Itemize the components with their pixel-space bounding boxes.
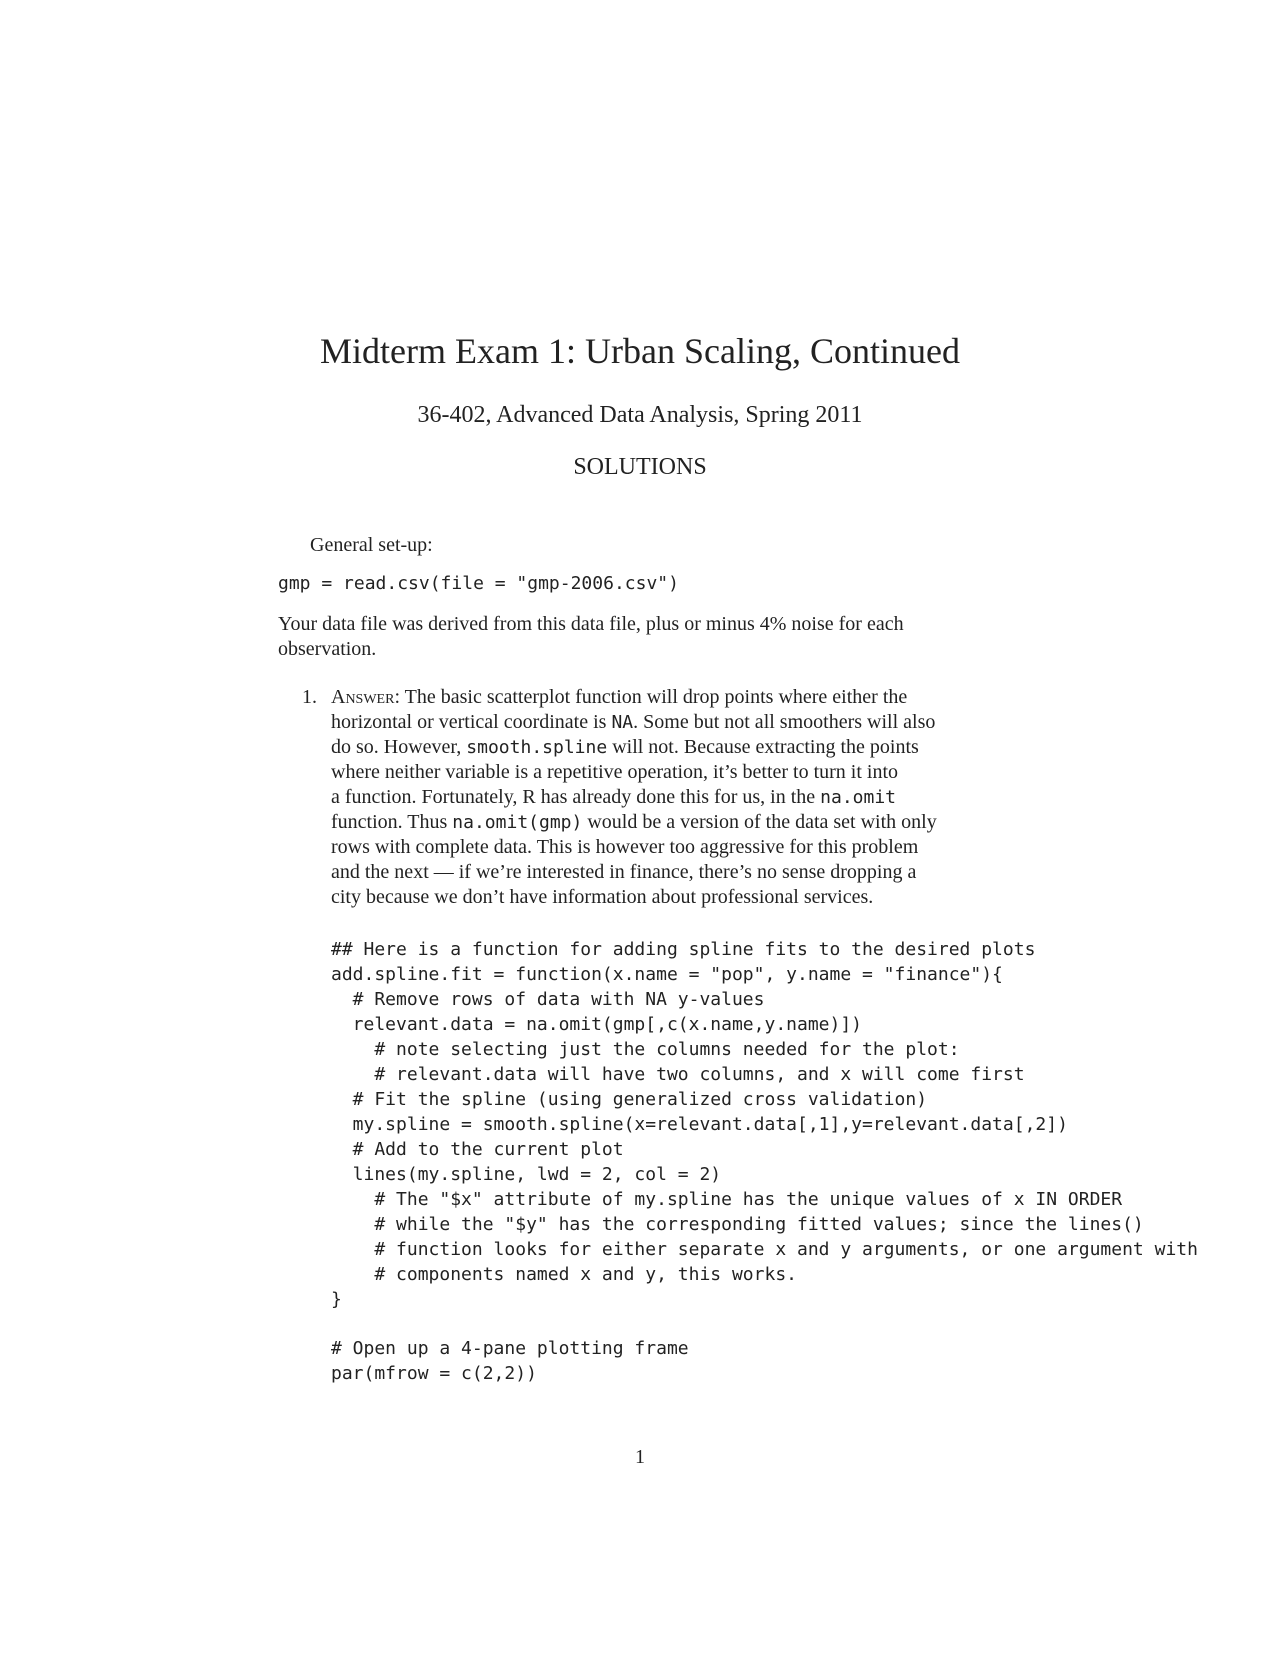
- answer-line: [331, 810, 1000, 835]
- code-line: # Add to the current plot: [331, 1139, 624, 1160]
- data-noise-paragraph: [278, 612, 1000, 662]
- answer-line: [331, 735, 1000, 760]
- answer-line-text: The basic scatterplot function will drop points where either the: [404, 686, 908, 708]
- code-line: # Fit the spline (using generalized cross validation): [331, 1089, 928, 1110]
- code-line: relevant.data = na.omit(gmp[,c(x.name,y.name)]): [331, 1014, 863, 1035]
- document-title: Midterm Exam 1: Urban Scaling, Continued: [320, 331, 960, 371]
- answer-line: [331, 885, 1000, 910]
- answer-line: [331, 685, 1000, 710]
- answer-line: [331, 835, 1000, 860]
- inline-code: na.omit(gmp): [452, 812, 583, 833]
- page-number: 1: [635, 1446, 645, 1468]
- code-line: # function looks for either separate x and y arguments, or one argument with: [331, 1239, 1198, 1260]
- noise-line-2: observation.: [278, 638, 377, 660]
- code-line: # The "$x" attribute of my.spline has the unique values of x IN ORDER: [331, 1189, 1123, 1210]
- answer-line-text: rows with complete data. This is however too aggressive for this problem: [331, 836, 919, 858]
- question-number: 1.: [302, 686, 317, 708]
- answer-line-text: would be a version of the data set with only: [582, 811, 937, 833]
- answer-line-text: a function. Fortunately, R has already done this for us, in the: [331, 786, 821, 808]
- inline-code: na.omit: [820, 787, 897, 808]
- course-subtitle: 36-402, Advanced Data Analysis, Spring 2011: [417, 402, 863, 428]
- code-line: par(mfrow = c(2,2)): [331, 1363, 537, 1384]
- answer-line: [331, 860, 1000, 885]
- answer-label: Answer:: [331, 686, 400, 708]
- code-line: # Remove rows of data with NA y-values: [331, 989, 765, 1010]
- spline-function-code: [331, 937, 1198, 1312]
- code-line: add.spline.fit = function(x.name = "pop", y.name = "finance"){: [331, 964, 1003, 985]
- setup-label: General set-up:: [310, 534, 433, 556]
- setup-code: gmp = read.csv(file = "gmp-2006.csv"): [278, 573, 679, 594]
- answer-line-text: function. Thus: [331, 811, 453, 833]
- answer-line-text: where neither variable is a repetitive operation, it’s better to turn it into: [331, 761, 899, 783]
- answer-line-text: do so. However,: [331, 736, 467, 758]
- code-line: # Open up a 4-pane plotting frame: [331, 1338, 689, 1359]
- answer-line-text: and the next — if we’re interested in finance, there’s no sense dropping a: [331, 861, 917, 883]
- code-line: # components named x and y, this works.: [331, 1264, 797, 1285]
- answer-line: [331, 785, 1000, 810]
- code-line: # while the "$y" has the corresponding fitted values; since the lines(): [331, 1214, 1144, 1235]
- question-1-answer: [331, 685, 1000, 910]
- code-line: lines(my.spline, lwd = 2, col = 2): [331, 1164, 722, 1185]
- code-line: # note selecting just the columns needed for the plot:: [331, 1039, 960, 1060]
- code-line: ## Here is a function for adding spline fits to the desired plots: [331, 939, 1036, 960]
- code-line: my.spline = smooth.spline(x=relevant.data[,1],y=relevant.data[,2]): [331, 1114, 1068, 1135]
- noise-line-1: Your data file was derived from this data file, plus or minus 4% noise for each: [278, 613, 904, 635]
- answer-line-text: . Some but not all smoothers will also: [633, 711, 936, 733]
- answer-line: [331, 760, 1000, 785]
- code-line: }: [331, 1289, 342, 1310]
- answer-line-text: city because we don’t have information about professional services.: [331, 886, 874, 908]
- answer-paragraph: [331, 685, 1000, 910]
- answer-line-text: horizontal or vertical coordinate is: [331, 711, 612, 733]
- inline-code: smooth.spline: [466, 737, 608, 758]
- inline-code: NA: [611, 712, 634, 733]
- answer-line: [331, 710, 1000, 735]
- solutions-heading: SOLUTIONS: [573, 454, 707, 480]
- code-line: # relevant.data will have two columns, and x will come first: [331, 1064, 1025, 1085]
- answer-line-text: will not. Because extracting the points: [607, 736, 919, 758]
- plot-frame-code: [331, 1336, 689, 1386]
